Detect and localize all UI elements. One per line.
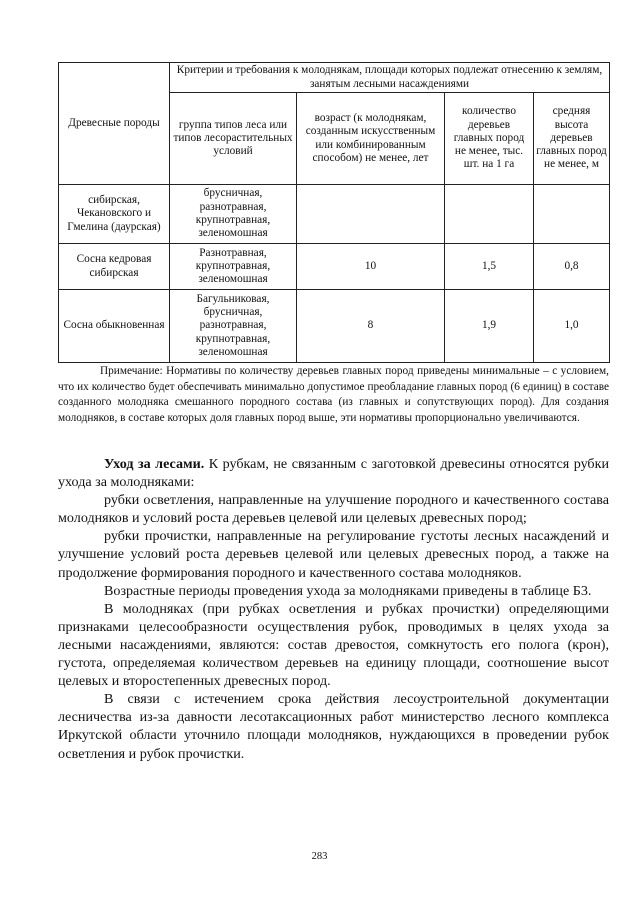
cell-forest-type: Разнотравная, крупнотравная, зеленомошная (170, 244, 297, 290)
header-count: количество деревьев главных пород не менее, тыс. шт. на 1 га (445, 93, 534, 185)
cell-species: сибирская, Чекановского и Гмелина (даурская) (59, 185, 170, 244)
paragraph: В связи с истечением срока действия лесоустроительной документации лесничества из-за давности лесотаксационных работ министерство лесного комплекса Иркутской области уточнило площади молодняков, нуждающихся в проведении рубок осветления и рубок прочистки. (58, 691, 609, 762)
cell-species: Сосна кедровая сибирская (59, 244, 170, 290)
table-row (59, 244, 610, 290)
table-row (59, 290, 610, 363)
cell-height: 1,0 (534, 290, 610, 363)
cell-species: Сосна обыкновенная (59, 290, 170, 363)
criteria-table (58, 62, 610, 363)
cell-age (297, 185, 445, 244)
cell-age: 8 (297, 290, 445, 363)
table-row (59, 185, 610, 244)
paragraph: рубки осветления, направленные на улучшение породного и качественного состава молодняков и условий роста деревьев целевой или целевых древесных пород; (58, 492, 609, 527)
paragraph: В молодняках (при рубках осветления и рубках прочистки) определяющими признаками целесообразности осуществления рубок, проводимых в целях ухода за лесными насаждениями, являются: состав древостоя, сомкнутость его полога (крон), густота, определяемая количеством деревьев на единицу площади, соотношение высот целевых и второстепенных древесных пород. (58, 600, 609, 690)
cell-count (445, 185, 534, 244)
section-heading: Уход за лесами. (104, 456, 205, 472)
cell-count: 1,5 (445, 244, 534, 290)
cell-forest-type: Багульниковая, брусничная, разнотравная, крупнотравная, зеленомошная (170, 290, 297, 363)
cell-count: 1,9 (445, 290, 534, 363)
page-number: 283 (311, 851, 328, 862)
cell-height: 0,8 (534, 244, 610, 290)
header-forest-type: группа типов леса или типов лесорастительных условий (170, 93, 297, 185)
paragraph (58, 455, 609, 491)
note-text: Примечание: Нормативы по количеству деревьев главных пород приведены минимальные – с условием, что их количество будет обеспечивать минимально допустимое преобладание главных пород (6 единиц) в составе созданного молодняка смешанного породного состава (из главных и сопутствующих пород). Для создания молодняков, в составе которых доля главных пород выше, эти нормативы пропорционально увеличиваются. (58, 365, 609, 424)
paragraph-text: К рубкам, не связанным с заготовкой древесины относятся рубки ухода за молодняками: (58, 456, 609, 491)
cell-age: 10 (297, 244, 445, 290)
body-text (58, 455, 609, 763)
header-criteria: Критерии и требования к молоднякам, площади которых подлежат отнесению к землям, занятым лесными насаждениями (170, 63, 610, 93)
header-age: возраст (к молоднякам, созданным искусственным или комбинированным способом) не менее, лет (297, 93, 445, 185)
cell-forest-type: брусничная, разнотравная, крупнотравная, зеленомошная (170, 185, 297, 244)
header-species: Древесные породы (59, 63, 170, 185)
paragraph: Возрастные периоды проведения ухода за молодняками приведены в таблице Б3. (104, 582, 592, 599)
table-note (58, 364, 609, 426)
header-height: средняя высота деревьев главных пород не менее, м (534, 93, 610, 185)
paragraph: рубки прочистки, направленные на регулирование густоты лесных насаждений и улучшение условий роста деревьев целевой или целевых древесных пород, а также на продолжение формирования породного и качественного состава молодняков. (58, 528, 609, 581)
cell-height (534, 185, 610, 244)
